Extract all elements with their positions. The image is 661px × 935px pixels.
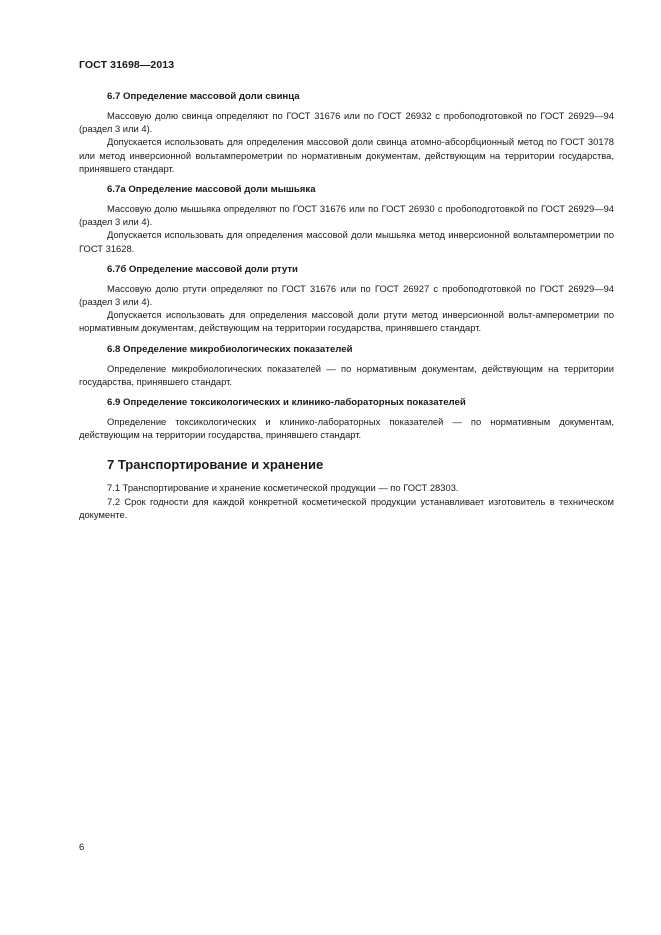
paragraph: Определение микробиологических показателей — по нормативным документам, действующим на территории государства, принявшего стандарт. [79, 362, 614, 387]
paragraph: 7.1 Транспортирование и хранение косметической продукции — по ГОСТ 28303. [107, 482, 459, 494]
paragraph: Допускается использовать для определения массовой доли ртути метод инверсионной вольт-амперометрии по нормативным документам, действующим на территории государства, принявшего стандарт. [79, 309, 614, 334]
section-6-7b [79, 263, 614, 335]
paragraph: Определение токсикологических и клинико-лабораторных показателей — по нормативным документам, действующим на территории государства, принявшего стандарт. [79, 416, 614, 441]
section-heading: 6.7 Определение массовой доли свинца [107, 91, 300, 102]
section-6-7 [79, 90, 614, 175]
paragraph: Допускается использовать для определения массовой доли мышьяка метод инверсионной вольтамперометрии по ГОСТ 31628. [79, 229, 614, 254]
chapter-7 [79, 457, 614, 521]
section-6-7a [79, 183, 614, 255]
chapter-heading: 7 Транспортирование и хранение [107, 457, 324, 473]
document-content [79, 90, 614, 529]
section-heading: 6.7а Определение массовой доли мышьяка [107, 184, 316, 196]
paragraph: 7.2 Срок годности для каждой конкретной косметической продукции устанавливает изготовитель в техническом документе. [79, 495, 614, 520]
section-6-9 [79, 396, 614, 441]
section-heading: 6.8 Определение микробиологических показателей [107, 343, 353, 355]
paragraph: Массовую долю мышьяка определяют по ГОСТ 31676 или по ГОСТ 26930 с пробоподготовкой по ГОСТ 26929—94 (раздел 3 или 4). [79, 203, 614, 228]
section-heading: 6.7б Определение массовой доли ртути [107, 263, 298, 275]
section-6-8 [79, 343, 614, 388]
section-heading: 6.9 Определение токсикологических и клинико-лабораторных показателей [107, 397, 466, 409]
page-number: 6 [79, 842, 85, 853]
paragraph: Массовую долю ртути определяют по ГОСТ 31676 или по ГОСТ 26927 с пробоподготовкой по ГОСТ 26929—94 (раздел 3 или 4). [79, 282, 614, 308]
paragraph: Допускается использовать для определения массовой доли свинца атомно-абсорбционный метод по ГОСТ 30178 или метод инверсионной вольтамперометрии по нормативным документам, действующим на территории государства, принявшего стандарт. [79, 136, 614, 174]
standard-header: ГОСТ 31698—2013 [79, 59, 175, 71]
paragraph: Массовую долю свинца определяют по ГОСТ 31676 или по ГОСТ 26932 с пробоподготовкой по ГОСТ 26929—94 (раздел 3 или 4). [79, 110, 614, 135]
